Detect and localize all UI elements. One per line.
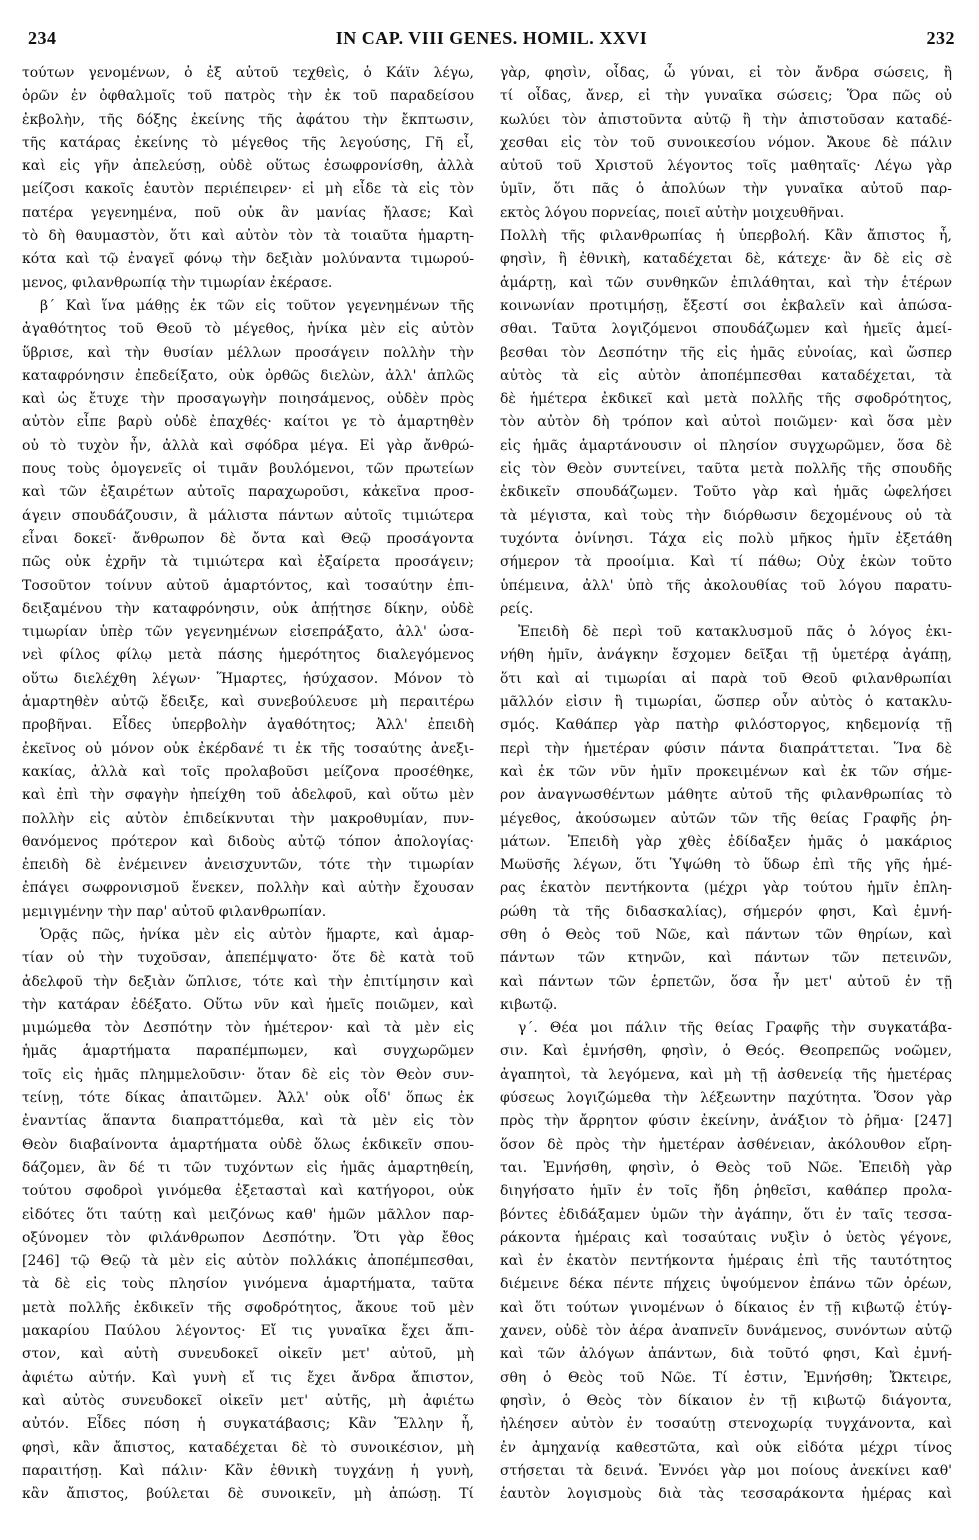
text-line: κωλύει τὸν ἀπιστοῦντα αὐτῷ ἢ τὴν ἀπιστοῦσαν καταδέ-	[500, 111, 952, 128]
text-line: φησὶν, ἢ ἐθνικὴ, καταδέχεται δὲ, κάτεχε· ἂν δὲ εἰς σὲ	[500, 251, 952, 268]
text-line: καὶ ἐπὶ τὴν σφαγὴν ἠπείχθη τοῦ ἀδελφοῦ, καὶ οὕτω μὲν	[22, 787, 474, 804]
text-line: ἀφιέτω αὐτήν. Καὶ γυνὴ εἴ τις ἔχει ἄνδρα ἄπιστον,	[22, 1369, 474, 1386]
text-line: μείζοσι κακοῖς ἑαυτὸν περιέπειρεν· εἰ μὴ εἶδε τὰ εἰς τὸν	[22, 181, 474, 198]
text-line: καὶ πάντων τῶν ἑρπετῶν, ὅσα ἦν μετ' αὐτοῦ ἐν τῇ	[500, 973, 952, 990]
text-line: ὅσον δὲ πρὸς τὴν ἡμετέραν ἀσθένειαν, ἀκόλουθον εἴρη-	[500, 1136, 952, 1153]
text-line: ἑαυτὸν λογισμοὺς διὰ τὰς τεσσαράκοντα ἡμέρας καὶ	[500, 1486, 952, 1503]
text-line: τὰ μέγιστα, καὶ τοὺς τὴν διόρθωσιν δεχομένους οὐ τὰ	[500, 507, 952, 524]
text-line: ἀγαθότητος τοῦ Θεοῦ τὸ μέγεθος, ἡνίκα μὲν εἰς αὐτὸν	[22, 321, 474, 338]
text-line: ται. Ἐμνήσθη, φησὶν, ὁ Θεὸς τοῦ Νῶε. Ἐπειδὴ γὰρ	[500, 1159, 952, 1176]
text-line: οξύνομεν τὸν φιλάνθρωπον Δεσπότην. Ὅτι γὰρ ἔθος	[22, 1229, 474, 1246]
text-line: ὕβρισε, καὶ τὴν θυσίαν μέλλων προσάγειν πολλὴν τὴν	[22, 344, 474, 361]
text-line: τείνῃ, τότε δίκας ἀπαιτῶμεν. Ἀλλ' οὐκ οἶδ' ὅπως ἐκ	[22, 1090, 474, 1107]
text-line: φησὶ, κἂν ἄπιστος, καταδέχεται δὲ τὸ συνοικέσιον, μὴ	[22, 1439, 474, 1456]
text-line: τυχόντα ὀνίνησι. Τάχα εἰς πολὺ μῆκος ἡμῖν ἐξετάθη	[500, 530, 952, 547]
text-line: δὲ ἡμέτερα ἐκδικεῖ καὶ μετὰ πολλῆς τῆς σφοδρότητος,	[500, 391, 952, 408]
text-line: τὸν αὐτὸν δὴ τρόπον καὶ αὐτοὶ ποιῶμεν· καὶ ὅσα μὲν	[500, 414, 952, 431]
running-header	[28, 28, 955, 52]
text-line: ἐν ἀμηχανίᾳ καθεστῶτα, καὶ οὐκ εἰδότα μέχρι τίνος	[500, 1439, 952, 1456]
text-line: αὐτοῦ τοῦ Χριστοῦ λέγοντος τοῖς μαθηταῖς· Λέγω γὰρ	[500, 158, 952, 175]
text-line: τὸ δὴ θαυμαστὸν, ὅτι καὶ αὐτὸν τὸν τὰ τοιαῦτα ἡμαρτη-	[22, 228, 474, 245]
text-line: ράκοντα ἡμέραις καὶ τοσαύταις νυξὶν ὁ ὑετὸς γέγονε,	[500, 1229, 952, 1246]
text-line: ρον ἀναγνωσθέντων μάθητε αὐτοῦ τῆς φιλανθρωπίας τὸ	[500, 787, 952, 804]
text-line: πῶς οὐκ ἐχρῆν τὰ τιμιώτερα καὶ ἐξαίρετα προσάγειν;	[22, 554, 474, 571]
text-line: καὶ ὅτι τούτων γινομένων ὁ δίκαιος ἐν τῇ κιβωτῷ ἐτύγ-	[500, 1299, 952, 1316]
text-line: μιμώμεθα τὸν Δεσπότην τὸν ἡμέτερον· καὶ τὰ μὲν εἰς	[22, 1020, 474, 1037]
text-line: εἰς ἡμᾶς ἁμαρτάνουσιν οἱ πλησίον συγχωρῶμεν, ὅσα δὲ	[500, 437, 952, 454]
left-text-column	[22, 62, 474, 1527]
text-line: τί οἶδας, ἄνερ, εἰ τὴν γυναῖκα σώσεις; Ὅρα πῶς οὐ	[500, 88, 952, 105]
text-line: ἐναντίας ἅπαντα διαπραττόμεθα, καὶ τὰ μὲν εἰς τὸν	[22, 1113, 474, 1130]
text-line: τὴν κατάραν ἐδέξατο. Οὕτω νῦν καὶ ἡμεῖς ποιῶμεν, καὶ	[22, 996, 474, 1013]
text-line: ρείς.	[500, 600, 534, 617]
text-line: εἰς τὸν Θεὸν συντείνει, ταῦτα μετὰ πολλῆς τῆς σπουδῆς	[500, 461, 952, 478]
text-line: μεμιγμένην τὴν παρ' αὐτοῦ φιλανθρωπίαν.	[22, 903, 327, 920]
text-line: τιμωρίαν ὑπὲρ τῶν γεγενημένων εἰσεπράξατο, ἀλλ' ὡσα-	[22, 624, 474, 641]
text-line: στήσεται τὰ δεινά. Ἐννόει γὰρ μοι ποίους ἀνεκίνει καθ'	[500, 1462, 952, 1479]
text-line: σθη ὁ Θεὸς τοῦ Νῶε. Τί ἐστιν, Ἐμνήσθη; Ὤκτειρε,	[500, 1369, 952, 1386]
right-text-column	[500, 62, 952, 1527]
text-line: καὶ ἐκ τῶν νῦν ἡμῖν προκειμένων καὶ ἐκ τῶν σήμε-	[500, 763, 952, 780]
text-line: θανόμενος πρότερον καὶ διδοὺς αὐτῷ τόπον ἀπολογίας·	[22, 833, 474, 850]
text-line: περὶ τὴν ἡμετέραν φύσιν πάντα διαπράττεται. Ἵνα δὲ	[500, 740, 952, 757]
text-line: αὐτόν. Εἶδες πόση ἡ συγκατάβασις; Κἂν Ἕλλην ἦ,	[22, 1416, 474, 1433]
text-line: μετὰ πολλῆς ἐκδικεῖν τῆς σφοδρότητος, ἄκουε τοῦ μὲν	[22, 1299, 474, 1316]
text-line: μέγεθος, ἀκούσωμεν αὐτῶν τῶν τῆς θείας Γραφῆς ῥη-	[500, 810, 952, 827]
text-line: ἀγαπητοὶ, τὰ λεγόμενα, καὶ μὴ τῇ ἀσθενείᾳ τῆς ἡμετέρας	[500, 1066, 952, 1083]
text-line: γὰρ, φησὶν, οἶδας, ὦ γύναι, εἰ τὸν ἄνδρα σώσεις, ἢ	[500, 65, 952, 81]
text-line: πους τοὺς ὁμογενεῖς οἱ τιμᾶν βουλόμενοι, τῶν πρωτείων	[22, 461, 474, 478]
text-line: ἡμᾶς ἁμαρτήματα παραπέμπωμεν, καὶ συγχωρῶμεν	[22, 1043, 474, 1060]
text-line: βεσθαι τὸν Δεσπότην τῆς εἰς ἡμᾶς εὐνοίας, καὶ ὥσπερ	[500, 344, 952, 361]
text-line: προβῆναι. Εἶδες ὑπερβολὴν ἀγαθότητος; Ἀλλ' ἐπειδὴ	[22, 717, 474, 734]
text-line: ἐκδικεῖν σπουδάζωμεν. Τοῦτο γὰρ καὶ ἡμᾶς ὠφελήσει	[500, 484, 952, 501]
text-line: κιβωτῷ.	[500, 996, 558, 1013]
page-number-left: 234	[28, 28, 57, 48]
text-line: ἀδελφοῦ τὴν δεξιὰν ὥπλισε, τότε καὶ τὴν ἐπιτίμησιν καὶ	[22, 973, 474, 990]
text-line: τὰ δὲ εἰς τοὺς πλησίον γινόμενα ἁμαρτήματα, ταῦτα	[22, 1276, 474, 1293]
text-line: κἂν ἄπιστος, βούλεται δὲ συνοικεῖν, μὴ ἀπώσῃ. Τί	[22, 1486, 474, 1503]
text-line: ἐκεῖνος οὐ μόνον οὐκ ἐκέρδανέ τι ἐκ τῆς τοσαύτης ἀνεξι-	[22, 740, 474, 757]
text-line: τούτου σφοδροὶ γινόμεθα ἐξετασταὶ καὶ κατήγοροι, οὐκ	[22, 1183, 474, 1200]
text-line: αὐτὸς τὰ εἰς αὐτὸν ἀποπέμπεσθαι καταδέχεται, τὰ	[500, 367, 952, 384]
text-line: ἁμαρτηθὲν αὐτῷ ἔδειξε, καὶ συνεβούλευσε μὴ περαιτέρω	[22, 694, 474, 711]
text-line: πολλὴν εἰς αὐτὸν ἐπιδείκνυται τὴν μακροθυμίαν, πυν-	[22, 810, 474, 827]
text-line: τῆς κατάρας ἐκείνης τὸ μέγεθος τῆς λεγούσης, Γῆ εἶ,	[22, 134, 474, 151]
text-line: σήμερον τὰ προοίμια. Καὶ τί πάθω; Οὐχ ἑκὼν τοῦτο	[500, 554, 952, 571]
text-line: καὶ ὡς ἔτυχε τὴν προσαγωγὴν ποιησάμενος, οὐδὲν πρὸς	[22, 391, 474, 408]
text-line: οὐ τὸ τυχὸν ἦν, ἀλλὰ καὶ σφόδρα μέγα. Εἰ γὰρ ἄνθρώ-	[22, 437, 474, 454]
text-line: τίαν οὐ τὴν τυχοῦσαν, ἀπεπέμψατο· ὅτε δὲ κατὰ τοῦ	[22, 950, 474, 967]
text-line: ὅτι καὶ αἱ τιμωρίαι αἱ παρὰ τοῦ Θεοῦ φιλανθρωπίαι	[500, 670, 952, 687]
text-line: στον, καὶ αὐτὴ συνευδοκεῖ οἰκεῖν μετ' αὐτοῦ, μὴ	[22, 1346, 474, 1363]
text-line: μακαρίου Παύλου λέγοντος· Εἴ τις γυναῖκα ἔχει ἄπι-	[22, 1323, 474, 1340]
text-line: εκτὸς λόγου πορνείας, ποιεῖ αὐτὴν μοιχευθῆναι.	[500, 204, 845, 221]
text-line: σθη ὁ Θεὸς τοῦ Νῶε, καὶ πάντων τῶν θηρίων, καὶ	[500, 926, 952, 943]
text-line: ὑπέμεινα, ἀλλ' ὑπὸ τῆς ἀκολουθίας τοῦ λόγου παρατυ-	[500, 577, 952, 594]
text-line: χεσθαι εἰς τὸν τοῦ συνοικεσίου νόμον. Ἄκουε δὲ πάλιν	[500, 134, 952, 151]
text-line: ἁμάρτῃ, καὶ τῶν συνθηκῶν ἐπιλάθηται, καὶ τὴν ἑτέρων	[500, 274, 952, 291]
text-line: νήθη ἡμῖν, ἀνάγκην ἔσχομεν δεῖξαι τῇ ὑμετέρᾳ ἀγάπῃ,	[500, 647, 952, 664]
text-line: χανεν, οὐδὲ τὸν ἀέρα ἀναπνεῖν δυνάμενος, συνόντων αὐτῷ	[500, 1323, 952, 1340]
text-line: μάτων. Ἐπειδὴ γὰρ χθὲς ἐδίδαξεν ἡμᾶς ὁ μακάριος	[500, 833, 952, 850]
text-line: πρὸς τὴν ἄρρητον φύσιν ἐκείνην, ἀνάξιον τὸ ῥῆμα· [247]	[500, 1113, 952, 1130]
text-line: Ὁρᾷς πῶς, ἡνίκα μὲν εἰς αὐτὸν ἥμαρτε, καὶ ἁμαρ-	[40, 926, 474, 943]
text-line: φύσεως λογιζώμεθα τὴν λέξεωντην παχύτητα. Ὅσον γὰρ	[500, 1090, 952, 1107]
text-line: Πολλὴ τῆς φιλανθρωπίας ἡ ὑπερβολή. Κἂν ἄπιστος ἦ,	[500, 228, 952, 245]
text-line: [246] τῷ Θεῷ τὰ μὲν εἰς αὐτὸν πολλάκις ἀποπέμπεσθαι,	[22, 1253, 474, 1270]
text-line: δάζομεν, ἂν δέ τι τῶν τυχόντων εἰς ἡμᾶς ἁμαρτηθείη,	[22, 1159, 474, 1176]
text-line: καὶ ἐν ἑκατὸν πεντήκοντα ἡμέραις ἐπὶ τῆς ταυτότητος	[500, 1253, 952, 1270]
text-line: κότα καὶ τῷ ἐναγεῖ φόνῳ τὴν δεξιὰν μολύναντα τιμωρού-	[22, 251, 474, 268]
text-line: καὶ τῶν ἐξαιρέτων αὐτοῖς παραχωροῦσι, κἀκεῖνα προσ-	[22, 484, 474, 501]
text-line: άγειν σπουδάζουσιν, ἃ μάλιστα πάντων αὐτοῖς τιμιώτερα	[22, 507, 474, 524]
text-line: μενος, φιλανθρωπίᾳ τὴν τιμωρίαν ἐκέρασε.	[22, 274, 333, 291]
text-line: ὁρῶν ἐν ὀφθαλμοῖς τοῦ πατρὸς τὴν ἐκ τοῦ παραδείσου	[22, 88, 474, 105]
text-line: δειξαμένου τὴν καταφρόνησιν, οὐκ ἀπῄτησε δίκην, οὐδὲ	[22, 600, 474, 617]
text-line: ἐκβολὴν, τῆς δόξης ἐκείνης τῆς ἀφάτου τὴν ἔκπτωσιν,	[22, 111, 474, 128]
text-line: μᾶλλόν εἰσιν ἢ τιμωρίαι, ὥσπερ οὖν αὐτὸς ὁ κατακλυ-	[500, 694, 952, 711]
text-line: κακίας, ἀλλὰ καὶ τοῖς προλαβοῦσι μείζονα προσέθηκε,	[22, 763, 474, 780]
text-line: Μωϋσῆς λέγων, ὅτι Ὑψώθη τὸ ὕδωρ ἐπὶ τῆς γῆς ἡμέ-	[500, 857, 952, 874]
text-line: φησὶν, ὁ Θεὸς τὸν δίκαιον ἐν τῇ κιβωτῷ διάγοντα,	[500, 1392, 952, 1409]
text-line: καὶ εἰς γῆν ἀπελεύσῃ, οὐδὲ οὕτως ἐσωφρονίσθη, ἀλλὰ	[22, 158, 474, 175]
text-line: Θεὸν διαβαίνοντα ἁμαρτήματα οὐδὲ ὅλως ἐκδικεῖν σπου-	[22, 1136, 474, 1153]
text-line: κοινωνίαν προτιμήσῃ, ἔξεστί σοι ἐκβαλεῖν καὶ ἀπώσα-	[500, 297, 952, 314]
text-line: αὐτὸν εἶπε βαρὺ οὐδὲ ἐπαχθές· καίτοι γε τὸ ἁμαρτηθὲν	[22, 414, 474, 431]
text-line: ἐπειδὴ δὲ ἐνέμεινεν ἀνεισχυντῶν, τότε τὴν τιμωρίαν	[22, 857, 474, 874]
text-line: εἶναι δοκεῖ· ἄνθρωπον δὲ ὄντα καὶ Θεῷ προσάγοντα	[22, 530, 474, 547]
text-line: σμός. Καθάπερ γὰρ πατὴρ φιλόστοργος, κηδεμονίᾳ τῇ	[500, 717, 952, 734]
text-line: πάντων τῶν κτηνῶν, καὶ πάντων τῶν πετεινῶν,	[500, 950, 952, 967]
text-line: καὶ αὐτὸς συνευδοκεῖ οἰκεῖν μετ' αὐτῆς, μὴ ἀφιέτω	[22, 1392, 474, 1409]
text-line: ρας ἑκατὸν πεντήκοντα (μέχρι γὰρ τούτου ἡμῖν ἐπλη-	[500, 880, 952, 897]
text-line: οὕτω διελέχθη λέγων· Ἥμαρτες, ἡσύχασον. Μόνον τὸ	[22, 670, 474, 687]
page-number-right: 232	[926, 28, 955, 48]
text-line: γ΄. Θέα μοι πάλιν τῆς θείας Γραφῆς τὴν συγκατάβα-	[518, 1020, 952, 1037]
text-line: καὶ τῶν ἀλόγων ἁπάντων, διὰ τοῦτό φησι, Καὶ ἐμνή-	[500, 1346, 952, 1363]
text-line: β΄ Καὶ ἵνα μάθῃς ἐκ τῶν εἰς τοῦτον γεγενημένων τῆς	[40, 297, 474, 314]
text-line: πατέρα γεγενημένα, ποῦ οὐκ ἂν μανίας ἤλασε; Καὶ	[22, 204, 474, 221]
text-line: τούτων γενομένων, ὁ ἐξ αὐτοῦ τεχθεὶς, ὁ Κάϊν λέγω,	[22, 65, 474, 81]
text-line: τοῖς εἰς ἡμᾶς πλημμελοῦσιν· ὅταν δὲ εἰς τὸν Θεὸν συν-	[22, 1066, 474, 1083]
text-line: σιν. Καὶ ἐμνήσθη, φησὶν, ὁ Θεός. Θεοπρεπῶς νοῶμεν,	[500, 1043, 952, 1060]
text-line: εἰδότες ὅτι ταύτῃ καὶ μειζόνως καθ' ἡμῶν μᾶλλον παρ-	[22, 1206, 474, 1223]
text-line: ἠλέησεν αὐτὸν ἐν τοσαύτῃ στενοχωρίᾳ τυγχάνοντα, καὶ	[500, 1416, 952, 1433]
text-line: διέμεινε δέκα πέντε πήχεις ὑψούμενον ἐπάνω τῶν ὀρέων,	[500, 1276, 952, 1293]
text-line: Τοσοῦτον τοίνυν αὐτοῦ ἁμαρτόντος, καὶ τοσαύτην ἐπι-	[22, 577, 474, 594]
text-line: καταφρόνησιν ἐπεδείξατο, οὐκ ὀρθῶς διελὼν, ἀλλ' ἁπλῶς	[22, 367, 474, 384]
text-line: ρώθη τὰ τῆς διδασκαλίας), σήμερόν φησι, Καὶ ἐμνή-	[500, 903, 952, 920]
text-line: Ἐπειδὴ δὲ περὶ τοῦ κατακλυσμοῦ πᾶς ὁ λόγος ἐκι-	[518, 624, 952, 641]
text-line: παραιτήσῃ. Καὶ πάλιν· Κἂν ἐθνικὴ τυγχάνῃ ἡ γυνὴ,	[22, 1462, 474, 1479]
text-line: διηγήσατο ἡμῖν ἐν τοῖς ἤδη ῥηθεῖσι, καθάπερ προλα-	[500, 1183, 952, 1200]
running-title: IN CAP. VIII GENES. HOMIL. XXVI	[335, 28, 648, 48]
text-line: σθαι. Ταῦτα λογιζόμενοι σπουδάζωμεν καὶ ἡμεῖς ἀμεί-	[500, 321, 952, 338]
text-line: βόντες ἐδιδάξαμεν ὑμῶν τὴν ἀγάπην, ὅτι ἐν ταῖς τεσσα-	[500, 1206, 952, 1223]
text-line: νεὶ φίλος φίλῳ μετὰ πάσης ἡμερότητος διαλεγόμενος	[22, 647, 474, 664]
text-line: ὑμῖν, ὅτι πᾶς ὁ ἀπολύων τὴν γυναῖκα αὐτοῦ παρ-	[500, 181, 952, 198]
text-line: ἐπάγει σωφρονισμοῦ ἕνεκεν, πολλὴν καὶ αὐτὴν ἔχουσαν	[22, 880, 474, 897]
